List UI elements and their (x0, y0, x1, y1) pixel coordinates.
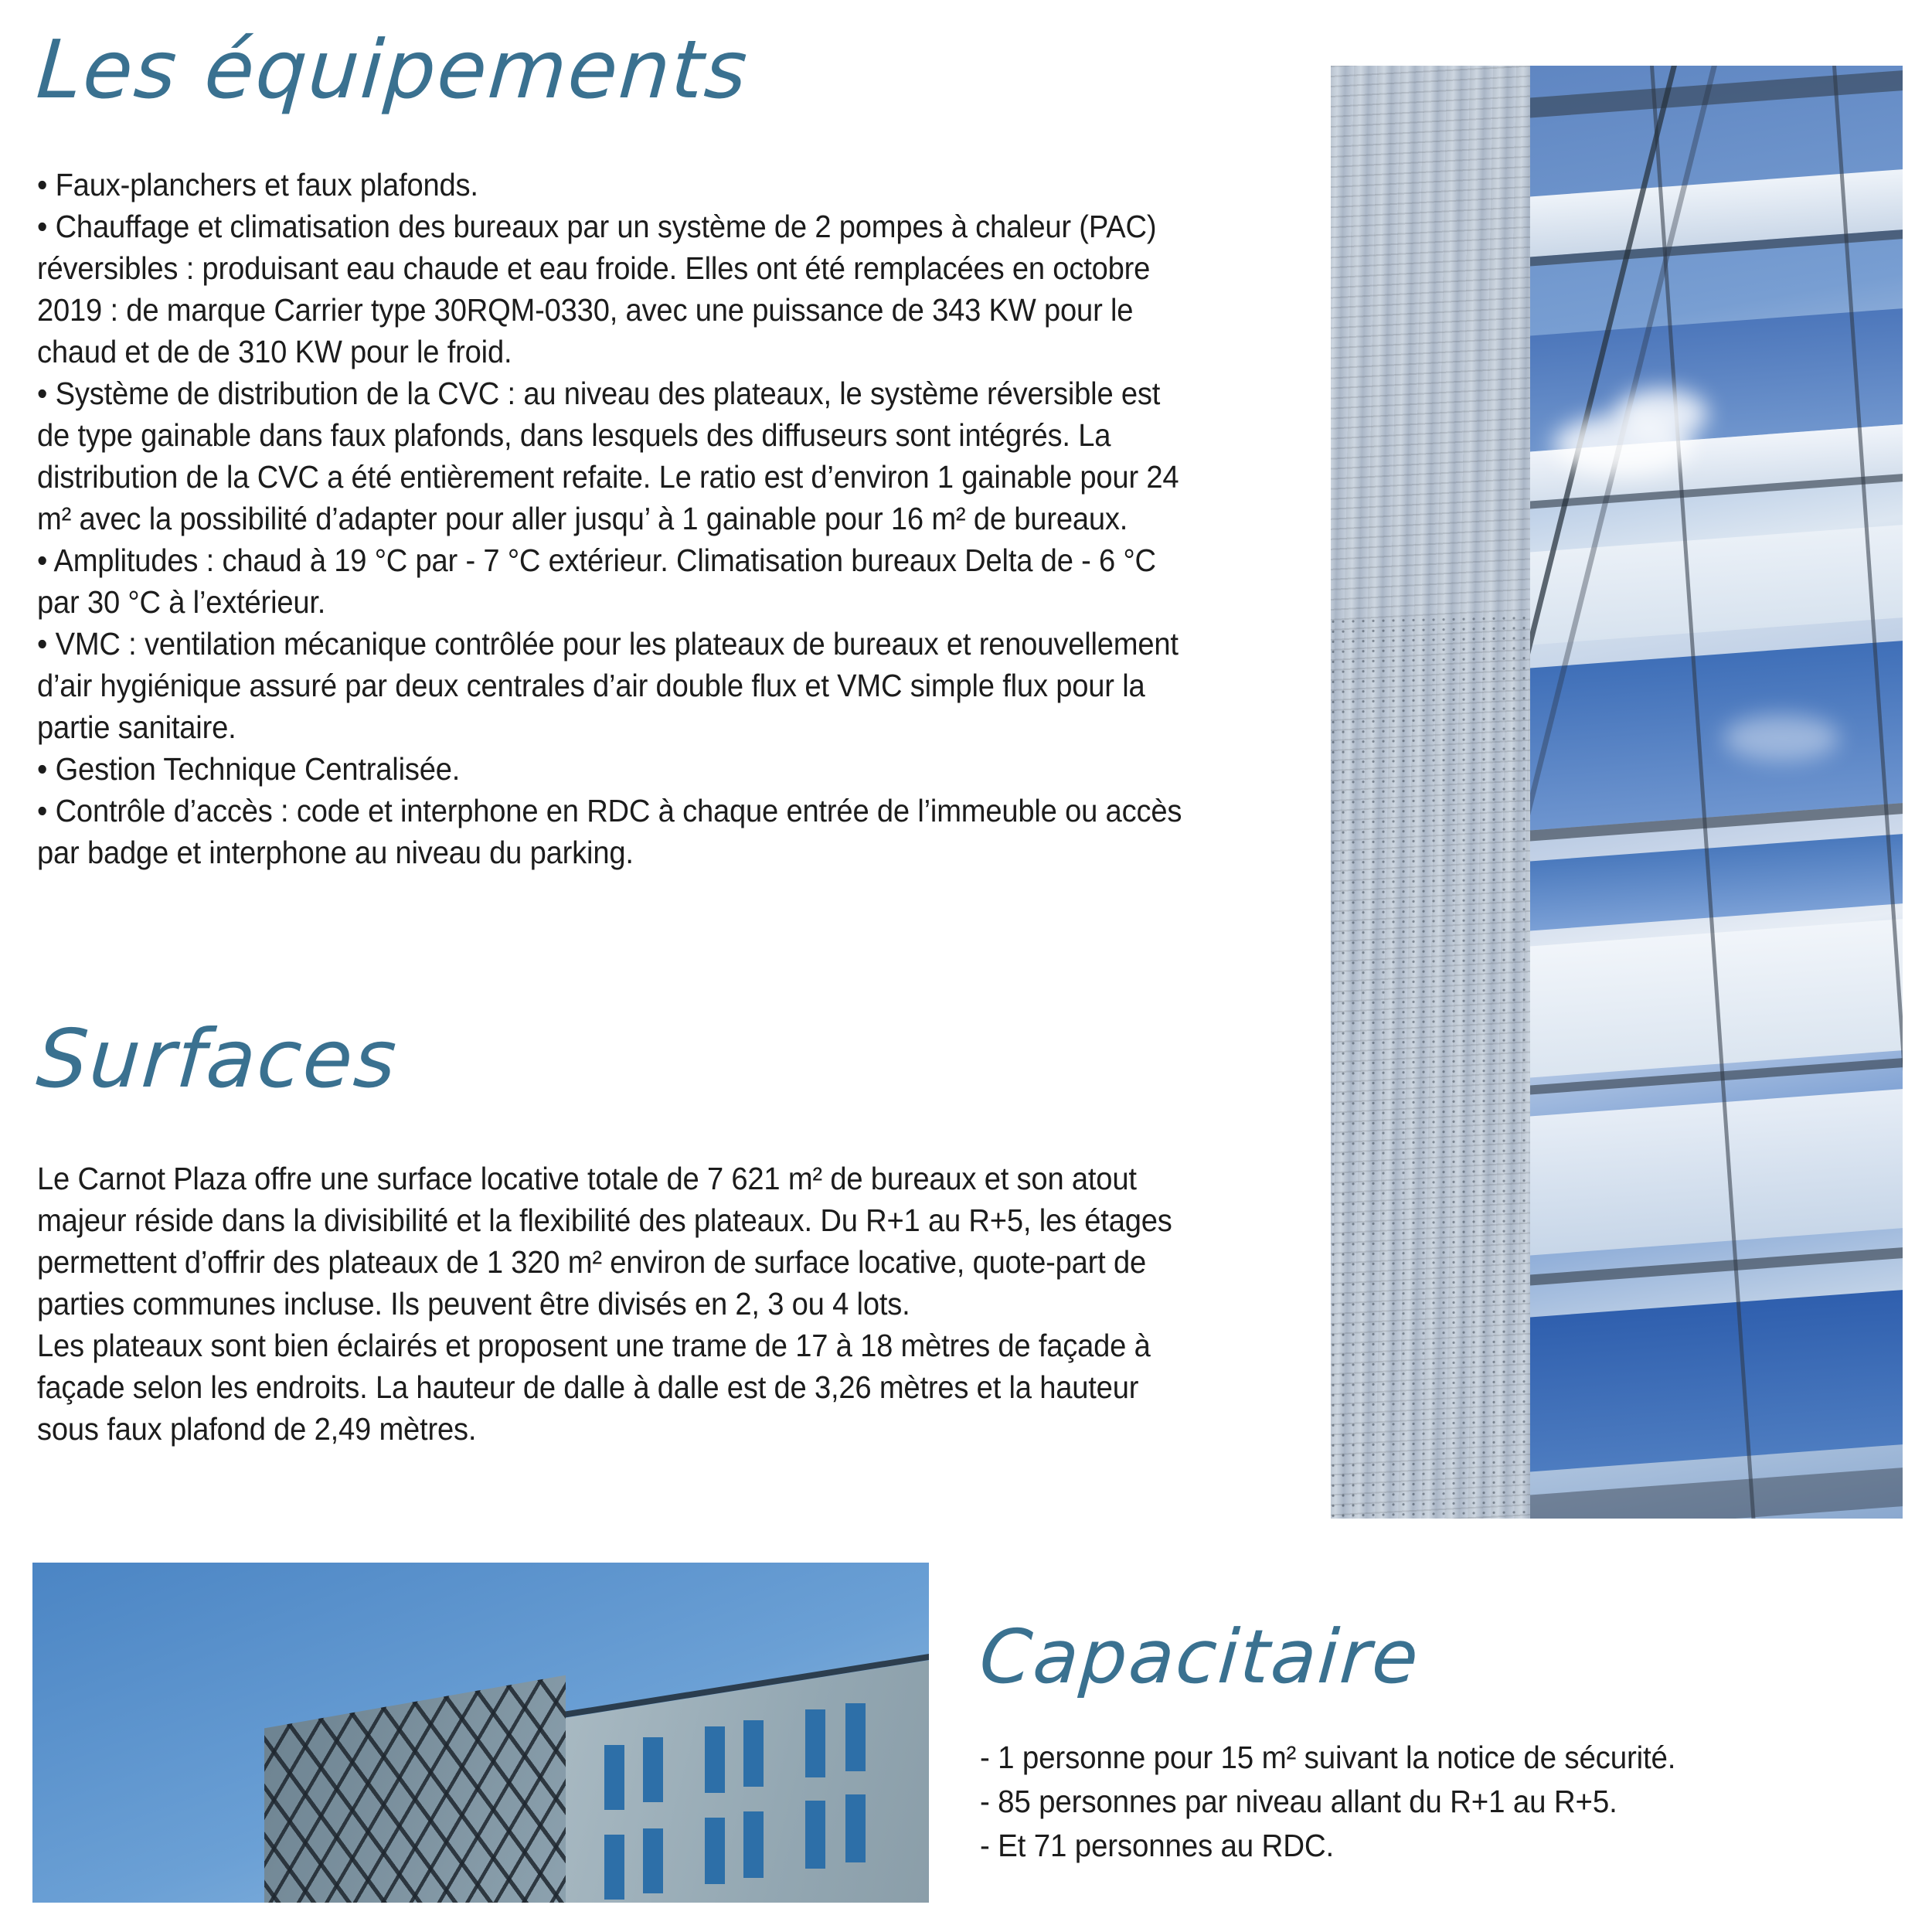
facade-photo (1331, 66, 1903, 1519)
glass-curtain-wall (1530, 66, 1903, 1519)
corner-photo (32, 1563, 929, 1903)
capacitaire-item: - 1 personne pour 15 m² suivant la notice de sécurité. (980, 1740, 1676, 1775)
perforation-pattern (1331, 616, 1530, 1519)
surfaces-body (37, 1158, 1194, 1450)
equipement-item: • Gestion Technique Centralisée. (37, 751, 461, 787)
equipements-heading: Les équipements (33, 22, 752, 117)
equipement-item: • Contrôle d’accès : code et interphone en RDC à chaque entrée de l’immeuble ou accès par badge et interphone au niveau du parking. (37, 793, 1182, 870)
equipement-item: • Chauffage et climatisation des bureaux par un système de 2 pompes à chaleur (PAC) réversibles : produisant eau chaude et eau froide. Elles ont été remplacées en octobre 2019 : de marque Carrier type 30RQM-0330, avec une puissance de 343 KW pour le chaud et de de 310 KW pour le froid. (37, 209, 1157, 369)
equipement-item: • VMC : ventilation mécanique contrôlée pour les plateaux de bureaux et renouvellement d’air hygiénique assuré par deux centrales d’air double flux et VMC simple flux pour la partie sanitaire. (37, 626, 1179, 745)
equipement-item: • Faux-planchers et faux plafonds. (37, 167, 478, 202)
equipements-body (37, 164, 1194, 873)
capacitaire-item: - Et 71 personnes au RDC. (980, 1828, 1335, 1863)
capacitaire-block (977, 1614, 1907, 1868)
surfaces-heading: Surfaces (33, 1012, 401, 1106)
metal-lattice-structure (264, 1675, 566, 1903)
capacitaire-item: - 85 personnes par niveau allant du R+1 au R+5. (980, 1784, 1617, 1819)
equipement-item: • Amplitudes : chaud à 19 °C par - 7 °C extérieur. Climatisation bureaux Delta de - 6 °C par 30 °C à l’extérieur. (37, 543, 1156, 620)
surfaces-paragraph: Les plateaux sont bien éclairés et proposent une trame de 17 à 18 mètres de façade à façade selon les endroits. La hauteur de dalle à dalle est de 3,26 mètres et la hauteur sous faux plafond de 2,49 mètres. (37, 1328, 1151, 1447)
capacitaire-heading: Capacitaire (977, 1614, 1423, 1700)
surfaces-paragraph: Le Carnot Plaza offre une surface locative totale de 7 621 m² de bureaux et son atout majeur réside dans la divisibilité et la flexibilité des plateaux. Du R+1 au R+5, les étages permettent d’offrir des plateaux de 1 320 m² environ de surface locative, quote-part de parties communes incluse. Ils peuvent être divisés en 2, 3 ou 4 lots. (37, 1161, 1172, 1321)
equipement-item: • Système de distribution de la CVC : au niveau des plateaux, le système réversible est de type gainable dans faux plafonds, dans lesquels des diffuseurs sont intégrés. La distribution de la CVC a été entièrement refaite. Le ratio est d’environ 1 gainable pour 24 m² avec la possibilité d’adapter pour aller jusqu’ à 1 gainable pour 16 m² de bureaux. (37, 376, 1179, 536)
capacitaire-list (980, 1736, 1852, 1868)
